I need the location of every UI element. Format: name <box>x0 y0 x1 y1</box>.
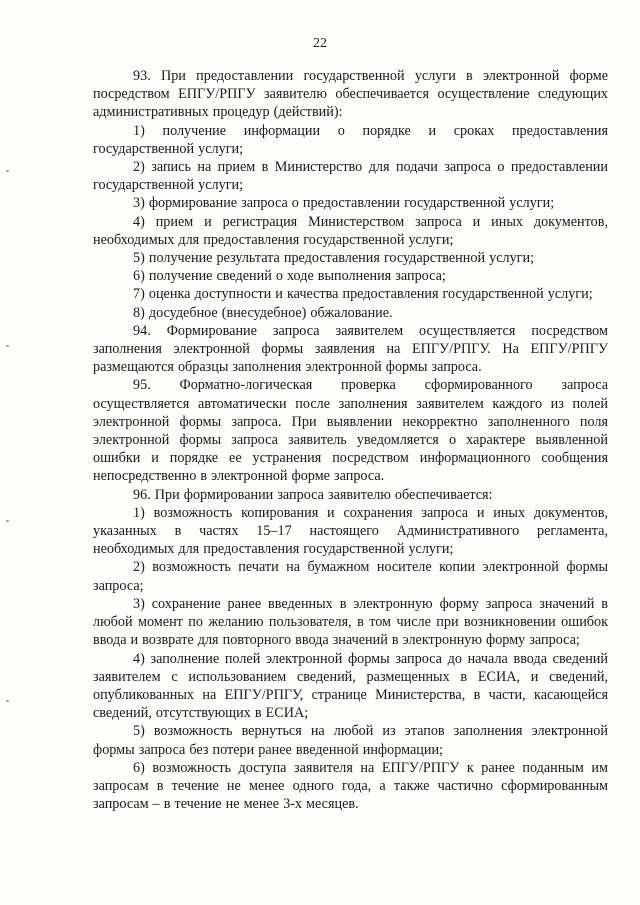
paragraph-93: 93. При предоставлении государственной услуги в электронной форме посредством ЕПГУ/РПГУ заявителю обеспечивается осуществление следующих административных процедур (действий): <box>93 68 608 121</box>
page-number: 22 <box>313 36 327 51</box>
list-item: 3) сохранение ранее введенных в электронную форму запроса значений в любой момент по желанию пользователя, в том числе при возникновении ошибок ввода и возврате для повторного ввода значений в электронную форму запроса; <box>93 595 608 649</box>
paragraph-96: 96. При формировании запроса заявителю обеспечивается: <box>133 486 493 503</box>
paragraph-94: 94. Формирование запроса заявителем осуществляется посредством заполнения электронной формы заявления на ЕПГУ/РПГУ. На ЕПГУ/РПГУ размещаются образцы заполнения электронной формы запроса. <box>93 322 608 376</box>
list-item: 2) запись на прием в Министерство для подачи запроса о предоставлении государственной услуги; <box>93 159 608 194</box>
margin-mark <box>6 700 9 702</box>
list-item: 1) возможность копирования и сохранения запроса и иных документов, указанных в частях 15–17 настоящего Административного регламента, необходимых для предоставления государственной услуги; <box>93 504 608 558</box>
list-item: 6) возможность доступа заявителя на ЕПГУ/РПГУ к ранее поданным им запросам в течение не менее одного года, а также частично сформированным запросам – в течение не менее 3-х месяцев. <box>93 759 608 813</box>
margin-mark <box>6 520 9 522</box>
list-item: 2) возможность печати на бумажном носителе копии электронной формы запроса; <box>93 559 608 594</box>
list-item: 3) формирование запроса о предоставлении государственной услуги; <box>133 195 555 212</box>
list-item: 4) прием и регистрация Министерством запроса и иных документов, необходимых для предоставления государственной услуги; <box>93 213 608 248</box>
document-body <box>93 67 608 813</box>
margin-mark <box>6 170 9 172</box>
list-item: 6) получение сведений о ходе выполнения запроса; <box>133 268 446 285</box>
list-item: 1) получение информации о порядке и сроках предоставления государственной услуги; <box>93 122 608 157</box>
margin-mark <box>6 345 9 347</box>
paragraph-95: 95. Форматно-логическая проверка сформированного запроса осуществляется автоматически после заполнения заявителем каждого из полей электронной формы запроса. При выявлении некорректно заполненного поля электронной формы запроса заявитель уведомляется о характере выявленной ошибки и порядке ее устранения посредством информационного сообщения непосредственно в электронной форме запроса. <box>93 377 608 485</box>
list-item: 5) получение результата предоставления государственной услуги; <box>133 250 535 267</box>
list-item: 4) заполнение полей электронной формы запроса до начала ввода сведений заявителем с использованием сведений, размещенных в ЕСИА, и сведений, опубликованных на ЕПГУ/РПГУ, странице Министерства, в части, касающейся сведений, отсутствующих в ЕСИА; <box>93 650 608 722</box>
list-item: 8) досудебное (внесудебное) обжалование. <box>133 304 393 321</box>
list-item: 5) возможность вернуться на любой из этапов заполнения электронной формы запроса без потери ранее введенной информации; <box>93 723 608 758</box>
list-item: 7) оценка доступности и качества предоставления государственной услуги; <box>133 286 593 303</box>
